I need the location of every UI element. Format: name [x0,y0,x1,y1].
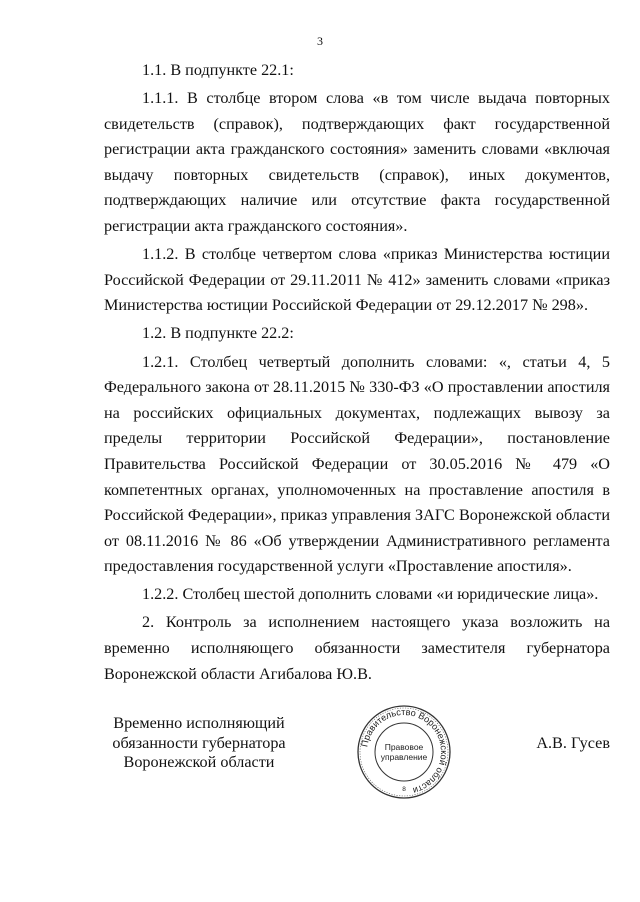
official-stamp [354,702,454,802]
paragraph-1-2-2: 1.2.2. Столбец шестой дополнить словами «и юридические лица». [142,585,599,604]
paragraph-1-1-1: 1.1.1. В столбце втором слова «в том числе выдача повторных свидетельств (справок), подтверждающих факт государственной регистрации акта гражданского состояния» заменить словами «включая выдачу повторных свидетельств (справок), иных документов, подтверждающих наличие или отсутствие факта государственной регистрации акта гражданского состояния». [104,89,610,236]
paragraph-1-1: 1.1. В подпункте 22.1: [142,61,294,79]
signer-name: А.В. Гусев [536,734,610,752]
paragraph-1-2-1: 1.2.1. Столбец четвертый дополнить словами: «, статьи 4, 5 Федерального закона от 28.11.2015 № 330-ФЗ «О проставлении апостиля на российских официальных документах, подлежащих вывозу за пределы территории Российской Федерации», постановление Правительства Российской Федерации от 30.05.2016 № 479 «О компетентных органах, уполномоченных на проставление апостиля в Российской Федерации», приказ управления ЗАГС Воронежской области от 08.11.2016 № 86 «Об утверждении Административного регламента предоставления государственной услуги «Проставление апостиля». [104,352,610,576]
page-number: 3 [317,34,323,48]
stamp-ring-text: Правительство Воронежской области [359,706,450,796]
document-body [104,58,610,687]
stamp-number: 8 [402,786,406,793]
stamp-center-line-2: управление [380,752,428,762]
signer-title-line-1: Временно исполняющий [113,714,285,732]
signer-title-line-3: Воронежской области [123,753,275,771]
signer-title-line-2: обязанности губернатора [112,733,286,752]
paragraph-1-1-2: 1.1.2. В столбце четвертом слова «приказ Министерства юстиции Российской Федерации от 29.11.2011 № 412» заменить словами «приказ Министерства юстиции Российской Федерации от 29.12.2017 № 298». [104,245,610,315]
stamp-center-line-1: Правовое [384,742,424,752]
paragraph-1-2: 1.2. В подпункте 22.2: [142,324,294,343]
signature-block [104,706,610,822]
paragraph-2: 2. Контроль за исполнением настоящего указа возложить на временно исполняющего обязанности заместителя губернатора Воронежской области Агибалова Ю.В. [104,613,610,683]
signer-title [104,714,294,773]
